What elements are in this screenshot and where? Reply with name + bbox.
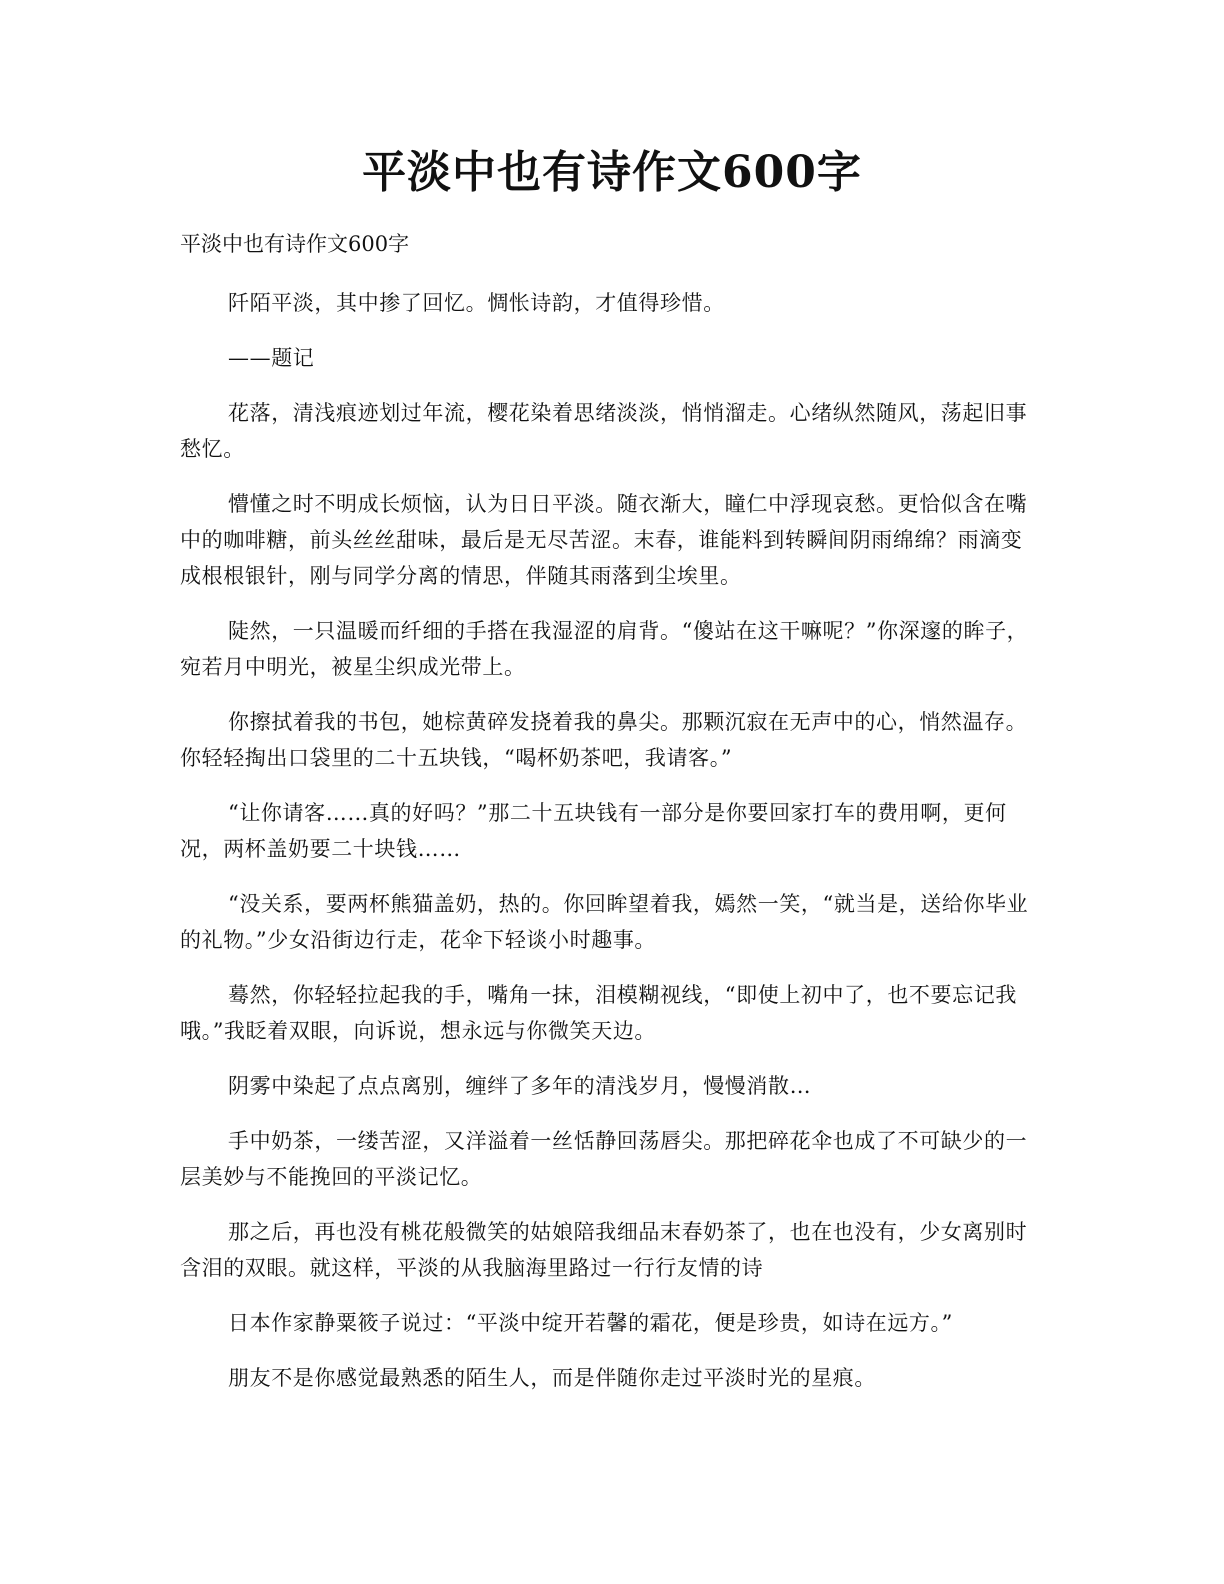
paragraph-epigraph-attribution: ——题记 <box>228 346 315 370</box>
paragraph: 朋友不是你感觉最熟悉的陌生人，而是伴随你走过平淡时光的星痕。 <box>228 1366 876 1390</box>
paragraph: 手中奶茶，一缕苦涩，又洋溢着一丝恬静回荡唇尖。那把碎花伞也成了不可缺少的一层美妙与不能挽回的平淡记忆。 <box>180 1129 1028 1189</box>
paragraph: 花落，清浅痕迹划过年流，樱花染着思绪淡淡，悄悄溜走。心绪纵然随风，荡起旧事愁忆。 <box>180 401 1028 461</box>
document-title: 平淡中也有诗作文600字 <box>362 147 862 198</box>
document-body <box>180 226 1036 1415</box>
document-subtitle: 平淡中也有诗作文600字 <box>180 232 410 256</box>
paragraph: 那之后，再也没有桃花般微笑的姑娘陪我细品末春奶茶了，也在也没有，少女离别时含泪的双眼。就这样，平淡的从我脑海里路过一行行友情的诗 <box>180 1220 1028 1280</box>
paragraph: “让你请客……真的好吗？”那二十五块钱有一部分是你要回家打车的费用啊，更何况，两杯盖奶要二十块钱…… <box>180 801 1007 861</box>
paragraph: 日本作家静粟筱子说过：“平淡中绽开若馨的霜花，便是珍贵，如诗在远方。” <box>228 1311 953 1335</box>
paragraph-epigraph: 阡陌平淡，其中掺了回忆。惆怅诗韵，才值得珍惜。 <box>228 291 725 315</box>
paragraph: 蓦然，你轻轻拉起我的手，嘴角一抹，泪模糊视线，“即使上初中了，也不要忘记我哦。”我眨着双眼，向诉说，想永远与你微笑天边。 <box>180 983 1017 1043</box>
paragraph: 阴雾中染起了点点离别，缠绊了多年的清浅岁月，慢慢消散… <box>228 1074 812 1098</box>
paragraph: 你擦拭着我的书包，她棕黄碎发挠着我的鼻尖。那颗沉寂在无声中的心，悄然温存。你轻轻掏出口袋里的二十五块钱，“喝杯奶茶吧，我请客。” <box>180 710 1028 770</box>
paragraph: 陡然，一只温暖而纤细的手搭在我湿涩的肩背。“傻站在这干嘛呢？”你深邃的眸子，宛若月中明光，被星尘织成光带上。 <box>180 619 1029 679</box>
paragraph: 懵懂之时不明成长烦恼，认为日日平淡。随衣渐大，瞳仁中浮现哀愁。更恰似含在嘴中的咖啡糖，前头丝丝甜味，最后是无尽苦涩。末春，谁能料到转瞬间阴雨绵绵？雨滴变成根根银针，刚与同学分离的情思，伴随其雨落到尘埃里。 <box>180 492 1028 588</box>
paragraph: “没关系，要两杯熊猫盖奶，热的。你回眸望着我，嫣然一笑，“就当是，送给你毕业的礼物。”少女沿街边行走，花伞下轻谈小时趣事。 <box>180 892 1029 952</box>
